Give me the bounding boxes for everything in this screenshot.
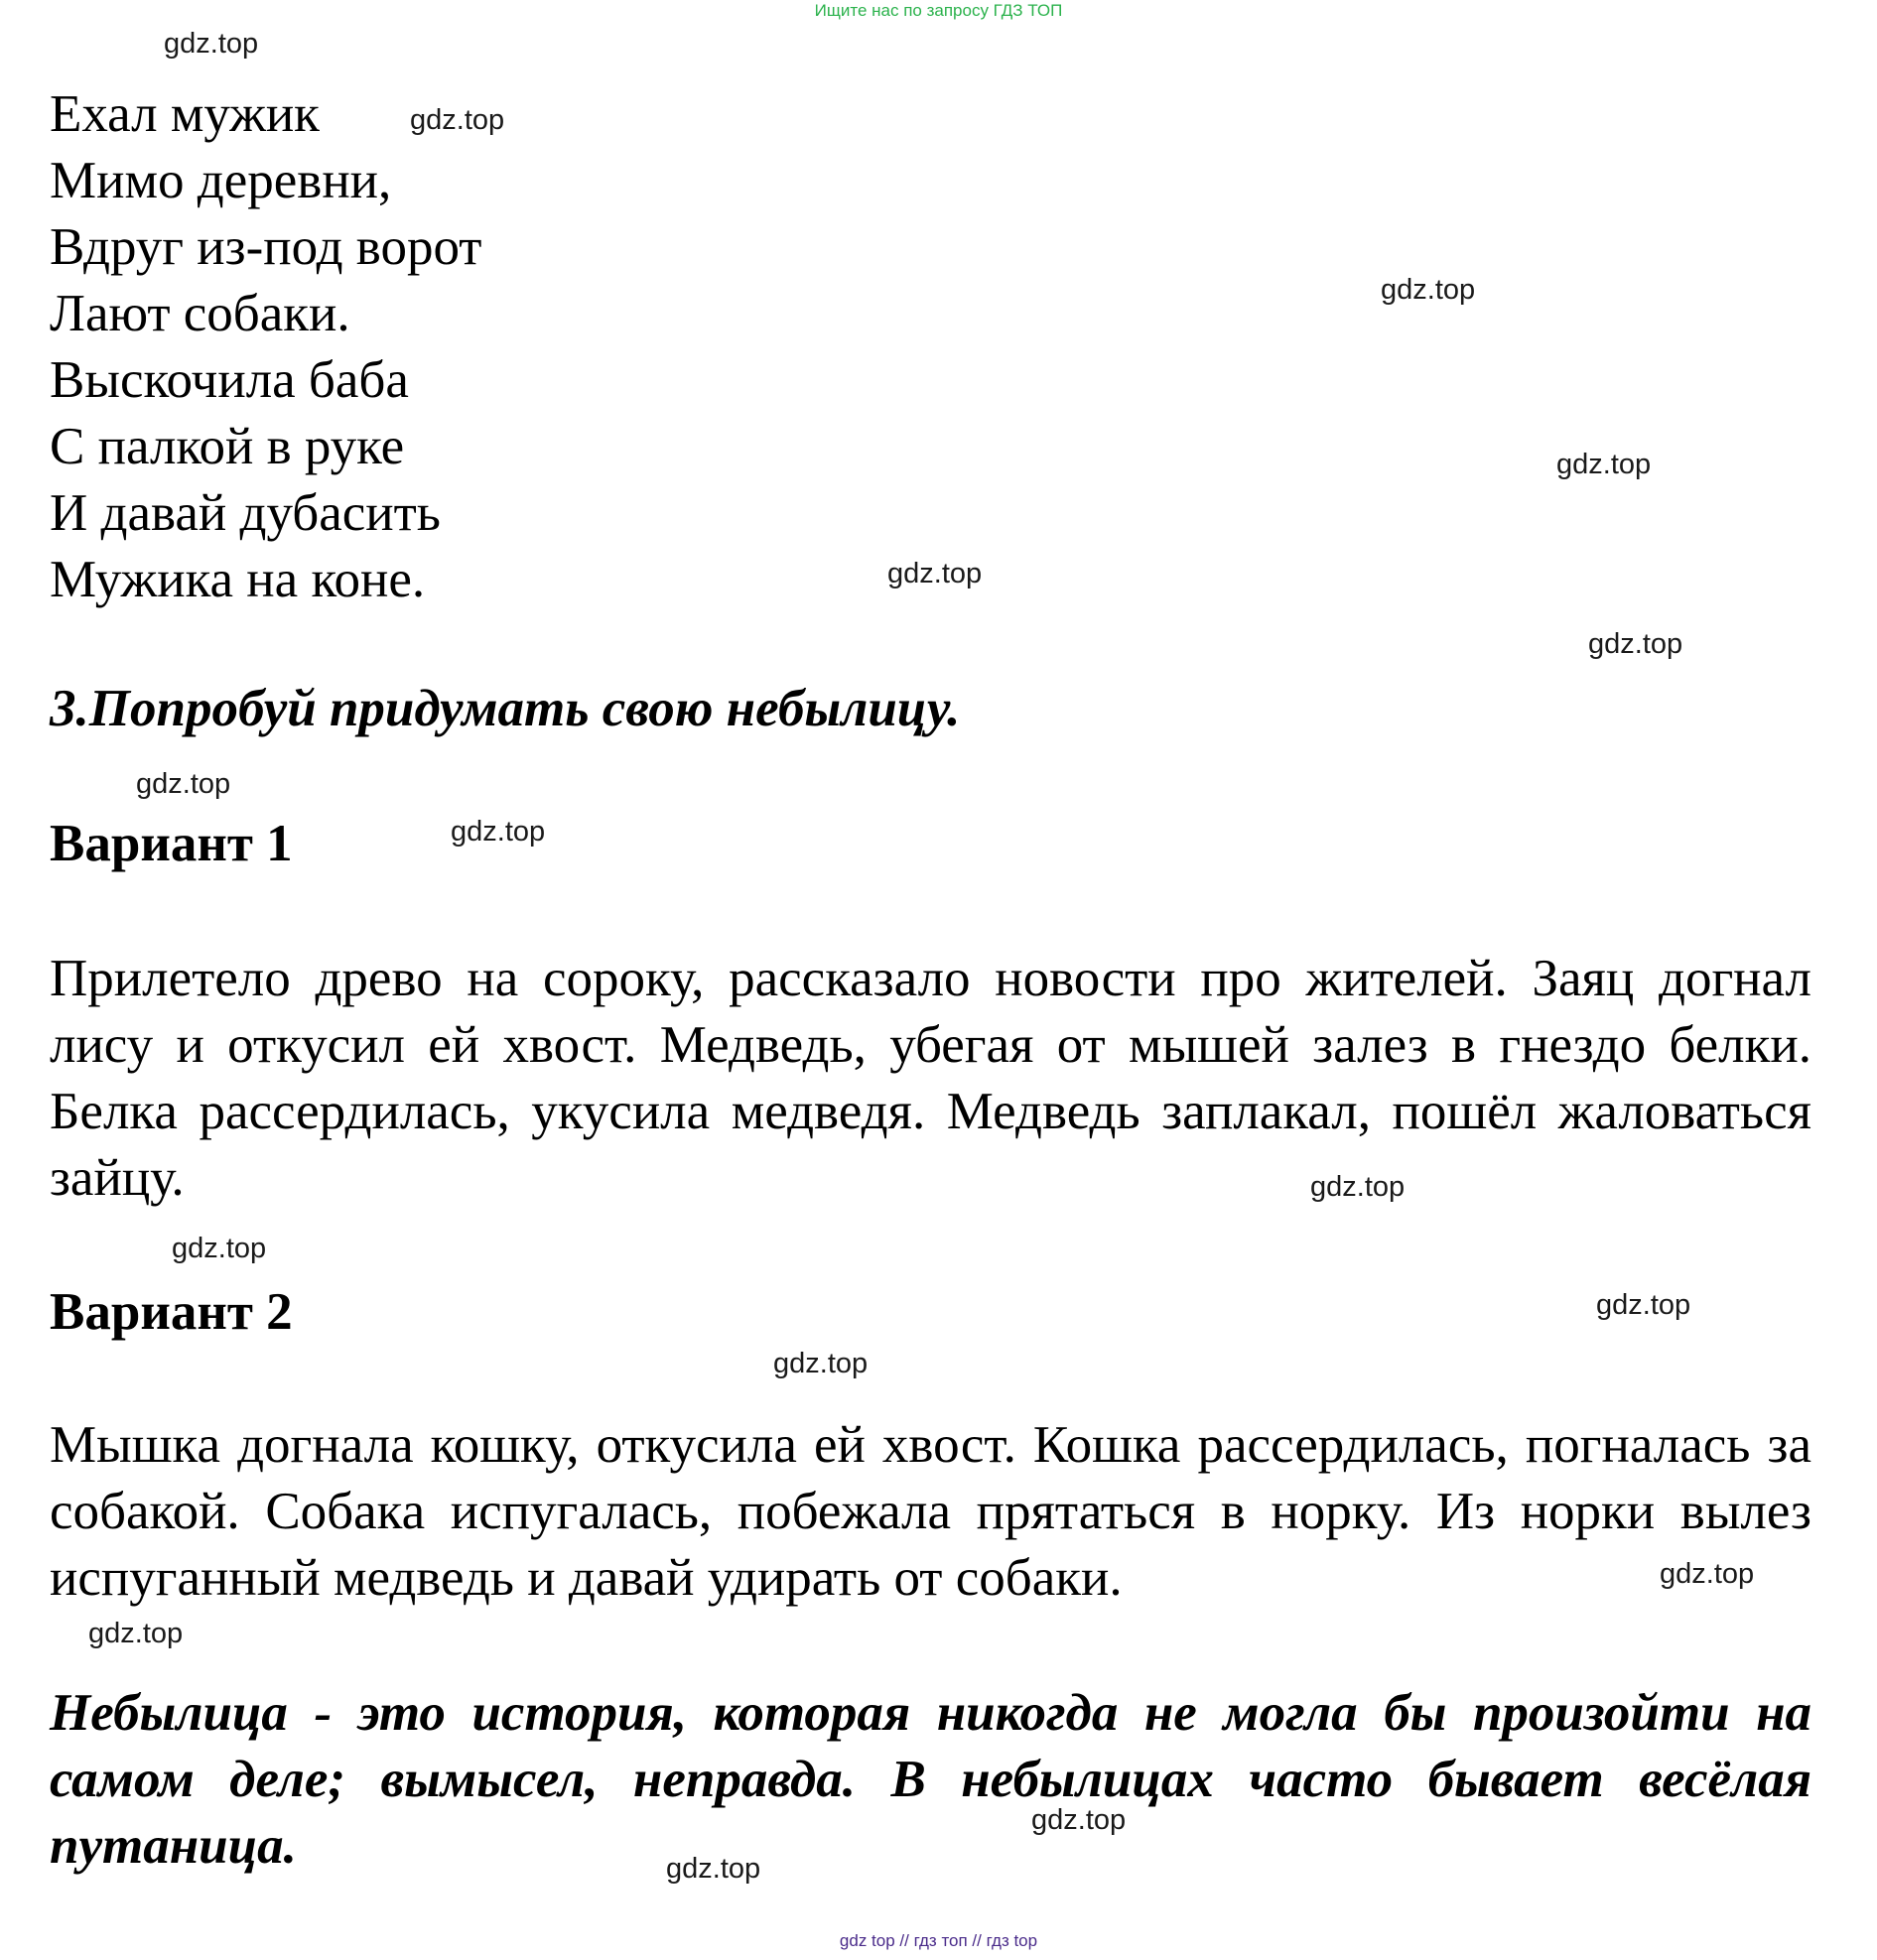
watermark: gdz.top	[88, 1618, 184, 1649]
watermark: gdz.top	[1310, 1171, 1406, 1203]
watermark: gdz.top	[172, 1233, 267, 1264]
poem-line: Ехал мужик	[50, 85, 320, 143]
watermark: gdz.top	[410, 104, 505, 136]
definition-note: Небылица - это история, которая никогда не могла бы произойти на самом деле; вымысел, неправда. В небылицах часто бывает весёлая путаница.	[50, 1684, 1811, 1875]
watermark: gdz.top	[887, 558, 983, 589]
poem	[50, 81, 481, 613]
poem-line: Вдруг из-под ворот	[50, 218, 482, 276]
top-banner: Ищите нас по запросу ГДЗ ТОП	[814, 1, 1063, 20]
watermark: gdz.top	[1556, 449, 1652, 480]
poem-line: Лают собаки.	[50, 285, 350, 342]
variant-2-heading: Вариант 2	[50, 1283, 293, 1341]
poem-line: И давай дубасить	[50, 484, 441, 542]
task-title: 3.Попробуй придумать свою небылицу.	[50, 680, 961, 737]
watermark: gdz.top	[164, 28, 259, 60]
watermark: gdz.top	[773, 1348, 869, 1379]
variant-2-text: Мышка догнала кошку, откусила ей хвост. Кошка рассердилась, погналась за собакой. Собака испугалась, побежала прятаться в норку. Из норки вылез испуганный медведь и давай удирать от собаки.	[50, 1416, 1811, 1607]
poem-line: С палкой в руке	[50, 418, 405, 475]
watermark: gdz.top	[1596, 1289, 1691, 1321]
watermark: gdz.top	[451, 816, 546, 848]
poem-line: Мимо деревни,	[50, 152, 392, 209]
variant-1-heading: Вариант 1	[50, 815, 293, 872]
watermark: gdz.top	[1381, 274, 1476, 306]
watermark: gdz.top	[136, 768, 231, 800]
watermark: gdz.top	[1588, 628, 1683, 660]
bottom-banner: gdz top // гдз топ // гдз top	[839, 1931, 1038, 1950]
watermark: gdz.top	[1660, 1558, 1755, 1590]
watermark: gdz.top	[1031, 1804, 1127, 1836]
watermark: gdz.top	[666, 1853, 761, 1885]
poem-line: Мужика на коне.	[50, 551, 426, 608]
poem-line: Выскочила баба	[50, 351, 409, 409]
variant-1-text: Прилетело древо на сороку, рассказало новости про жителей. Заяц догнал лису и откусил ей хвост. Медведь, убегая от мышей залез в гнездо белки. Белка рассердилась, укусила медведя. Медведь заплакал, пошёл жаловаться зайцу.	[50, 950, 1811, 1207]
